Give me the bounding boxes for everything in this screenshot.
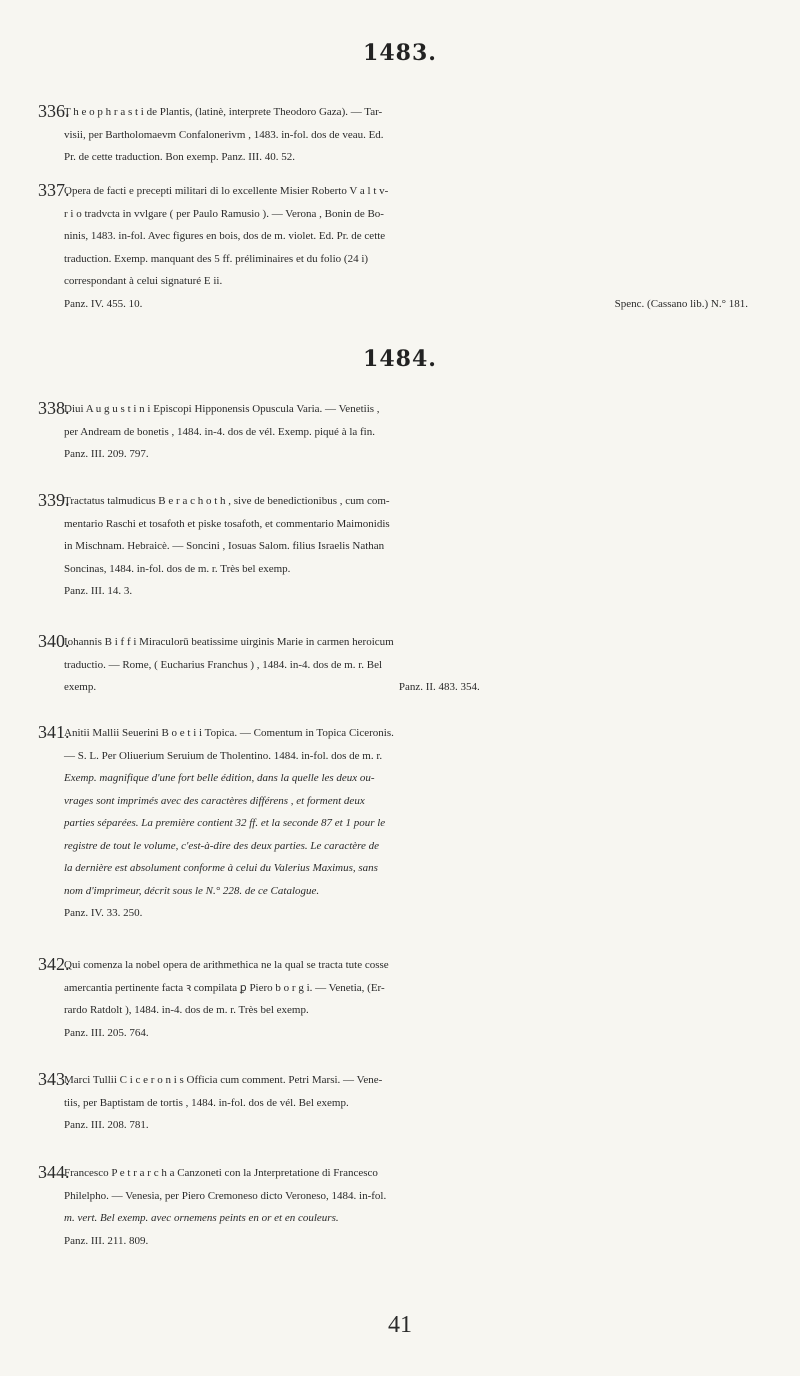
entry-line: Philelpho. — Venesia, per Piero Cremoneso dicto Veroneso, 1484. in-fol. [64, 1189, 387, 1202]
entry-line: Panz. III. 205. 764. [64, 1026, 149, 1039]
entry-number: 336. [38, 101, 70, 121]
catalogue-entry-336 [38, 101, 768, 169]
entry-line: r i o tradvcta in vvlgare ( per Paulo Ramusio ). — Verona , Bonin de Bo- [64, 207, 384, 220]
entry-number: 342. [38, 954, 70, 974]
catalogue-entry-342 [38, 954, 768, 1044]
entry-line: Panz. IV. 33. 250. [64, 907, 143, 919]
entry-line: Panz. III. 14. 3. [64, 585, 133, 597]
catalogue-entry-337 [38, 180, 768, 315]
catalogue-entry-338 [38, 398, 768, 466]
entry-line: Diui A u g u s t i n i Episcopi Hipponensis Opuscula Varia. — Venetiis , [64, 403, 380, 415]
entry-line: Francesco P e t r a r c h a Canzoneti con la Jnterpretatione di Francesco [64, 1167, 378, 1179]
entry-line: Anitii Mallii Seuerini B o e t i i Topica. — Comentum in Topica Ciceronis. [64, 727, 394, 739]
entry-line: amercantia pertinente facta ꝛ compilata ꝑ Piero b o r g i. — Venetia, (Er- [64, 981, 385, 994]
entry-line: nom d'imprimeur, décrit sous le N.° 228. de ce Catalogue. [64, 884, 320, 897]
entry-line: Opera de facti e precepti militari di lo excellente Misier Roberto V a l t v- [64, 185, 389, 197]
entry-line: correspondant à celui signaturé E ii. [64, 275, 223, 287]
entry-number: 340. [38, 631, 70, 651]
entry-line: — S. L. Per Oliuerium Seruium de Tholentino. 1484. in-fol. dos de m. r. [64, 749, 383, 762]
catalogue-entry-344 [38, 1162, 768, 1252]
catalogue-entry-341 [38, 722, 768, 925]
entry-line: T h e o p h r a s t i de Plantis, (latinè, interprete Theodoro Gaza). — Tar- [64, 106, 383, 118]
entry-line: Panz. III. 209. 797. [64, 448, 149, 460]
entry-line: m. vert. Bel exemp. avec ornemens peints en or et en couleurs. [64, 1212, 339, 1224]
entry-line: Marci Tullii C i c e r o n i s Officia cum comment. Petri Marsi. — Vene- [64, 1074, 383, 1086]
entry-line: traduction. Exemp. manquant des 5 ff. préliminaires et du folio (24 i) [64, 252, 369, 265]
entry-line: Exemp. magnifique d'une fort belle édition, dans la quelle les deux ou- [64, 772, 375, 784]
entry-line: rardo Ratdolt ), 1484. in-4. dos de m. r. Très bel exemp. [64, 1004, 309, 1016]
entry-line: vrages sont imprimés avec des caractères différens , et forment deux [64, 794, 365, 807]
entry-line: Soncinas, 1484. in-fol. dos de m. r. Très bel exemp. [64, 562, 291, 575]
catalogue-entry-339 [38, 490, 768, 603]
entry-number: 341. [38, 722, 70, 742]
entry-number: 338. [38, 398, 70, 418]
entry-line: parties séparées. La première contient 32 ff. et la seconde 87 et 1 pour le [64, 817, 386, 829]
entry-line [64, 676, 768, 699]
entry-line: per Andream de bonetis , 1484. in-4. dos de vél. Exemp. piqué à la fin. [64, 425, 375, 438]
entry-number: 344. [38, 1162, 70, 1182]
entry-text: exemp. [64, 681, 97, 693]
entry-line: Tractatus talmudicus B e r a c h o t h , sive de benedictionibus , cum com- [64, 495, 390, 507]
entry-line: in Mischnam. Hebraicè. — Soncini , Iosuas Salom. filius Israelis Nathan [64, 540, 385, 552]
entry-line: visii, per Bartholomaevm Confalonerivm , 1483. in-fol. dos de veau. Ed. [64, 128, 384, 141]
panzer-reference: Panz. IV. 455. 10. [64, 297, 143, 310]
entry-line: Panz. III. 211. 809. [64, 1234, 149, 1247]
catalogue-entry-343 [38, 1069, 768, 1137]
entry-number: 337. [38, 180, 70, 200]
entry-line: tiis, per Baptistam de tortis , 1484. in-fol. dos de vél. Bel exemp. [64, 1096, 349, 1109]
entry-line: Panz. III. 208. 781. [64, 1119, 149, 1131]
spencer-reference: Spenc. (Cassano lib.) N.° 181. [614, 297, 748, 310]
catalogue-entry-340 [38, 631, 768, 699]
year-heading-1484: 1484. [363, 346, 437, 372]
entry-number: 343. [38, 1069, 70, 1089]
entry-line [64, 293, 768, 316]
entry-line: la dernière est absolument conforme à celui du Valerius Maximus, sans [64, 862, 378, 874]
entry-line: registre de tout le volume, c'est-à-dire des deux parties. Le caractère de [64, 839, 380, 852]
year-heading-1483: 1483. [363, 40, 437, 66]
entry-line: Iohannis B i f f i Miraculorū beatissime uirginis Marie in carmen heroicum [64, 636, 394, 648]
entry-number: 339. [38, 490, 70, 510]
entry-line: Qui comenza la nobel opera de arithmethica ne la qual se tracta tute cosse [64, 959, 389, 971]
entry-line: traductio. — Rome, ( Eucharius Franchus ) , 1484. in-4. dos de m. r. Bel [64, 658, 383, 671]
entry-line: Pr. de cette traduction. Bon exemp. Panz. III. 40. 52. [64, 151, 295, 163]
signature-mark: 41 [388, 1312, 412, 1338]
entry-line: ninis, 1483. in-fol. Avec figures en bois, dos de m. violet. Ed. Pr. de cette [64, 230, 386, 242]
entry-line: mentario Raschi et tosafoth et piske tosafoth, et commentario Maimonidis [64, 517, 390, 530]
panzer-reference: Panz. II. 483. 354. [398, 681, 480, 693]
